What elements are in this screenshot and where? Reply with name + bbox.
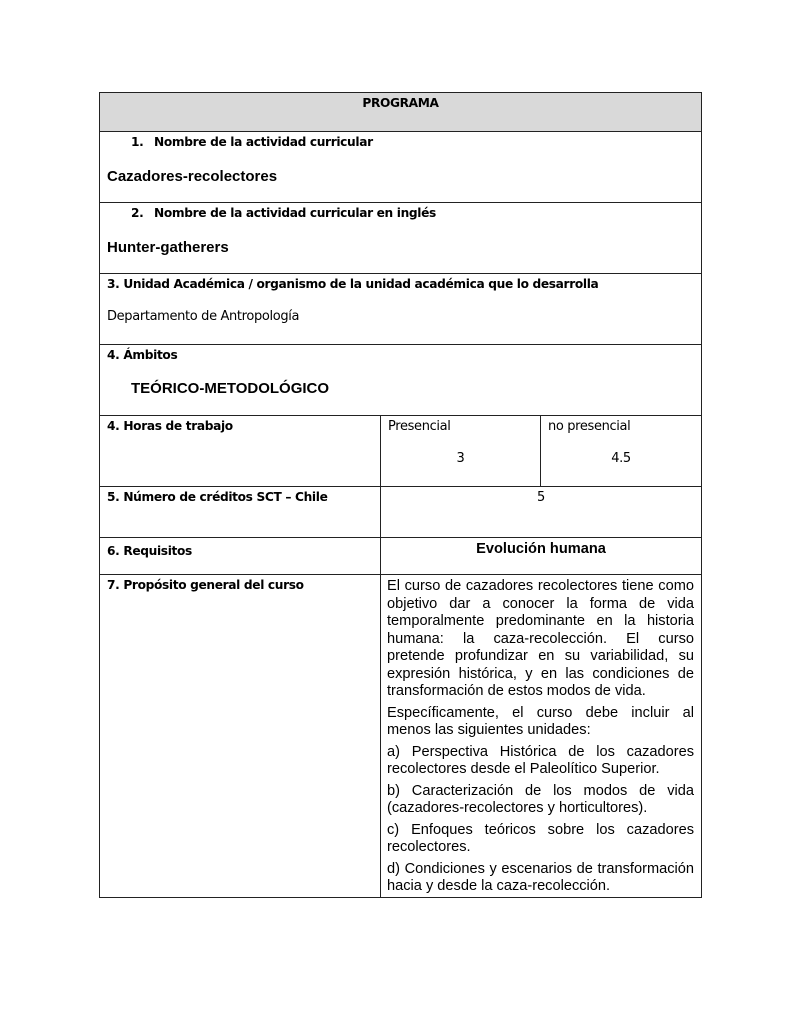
section-6-row xyxy=(100,538,702,575)
course-purpose xyxy=(381,575,702,898)
section-3-label: 3. Unidad Académica / organismo de la unidad académica que lo desarrolla xyxy=(107,277,599,291)
section-4-hours-label: 4. Horas de trabajo xyxy=(107,419,233,433)
presencial-label: Presencial xyxy=(388,419,451,434)
header-row xyxy=(100,93,702,132)
section-4-scope-label: 4. Ámbitos xyxy=(107,348,178,362)
requirements-value: Evolución humana xyxy=(476,541,606,557)
unit-item: d) Condiciones y escenarios de transformación hacia y desde la caza-recolección. xyxy=(387,860,694,894)
program-table xyxy=(99,92,702,898)
section-5-row xyxy=(100,487,702,538)
course-name: Cazadores-recolectores xyxy=(107,168,278,185)
section-6-label: 6. Requisitos xyxy=(107,544,192,558)
program-document xyxy=(99,92,701,898)
scope-value: TEÓRICO-METODOLÓGICO xyxy=(131,380,330,397)
section-7-row xyxy=(100,575,702,898)
course-name-english: Hunter-gatherers xyxy=(107,239,229,256)
section-2-label: 2. Nombre de la actividad curricular en inglés xyxy=(131,206,436,220)
presencial-hours: 3 xyxy=(456,451,465,466)
section-4-scope-row xyxy=(100,345,702,416)
academic-unit: Departamento de Antropología xyxy=(107,309,300,324)
section-7-label: 7. Propósito general del curso xyxy=(107,578,304,592)
section-2-row xyxy=(100,203,702,274)
unit-item: b) Caracterización de los modos de vida (cazadores-recolectores y horticultores). xyxy=(387,782,694,816)
sct-credits: 5 xyxy=(537,490,545,505)
section-5-label: 5. Número de créditos SCT – Chile xyxy=(107,490,328,504)
program-title: PROGRAMA xyxy=(100,93,702,132)
section-1-row xyxy=(100,132,702,203)
section-1-label: 1. Nombre de la actividad curricular xyxy=(131,135,373,149)
section-4-hours-row xyxy=(100,416,702,487)
no-presencial-label: no presencial xyxy=(548,419,631,434)
no-presencial-hours: 4.5 xyxy=(611,451,631,466)
section-3-row xyxy=(100,274,702,345)
purpose-paragraph: El curso de cazadores recolectores tiene como objetivo dar a conocer la forma de vida temporalmente predominante en la historia humana: la caza-recolección. El curso pretende profundizar en su variabilidad, su expresión histórica, y en las condiciones de transformación de estos modos de vida. xyxy=(387,578,694,699)
purpose-paragraph: Específicamente, el curso debe incluir al menos las siguientes unidades: xyxy=(387,704,694,738)
unit-item: a) Perspectiva Histórica de los cazadores recolectores desde el Paleolítico Superior. xyxy=(387,743,694,777)
unit-item: c) Enfoques teóricos sobre los cazadores recolectores. xyxy=(387,821,694,855)
